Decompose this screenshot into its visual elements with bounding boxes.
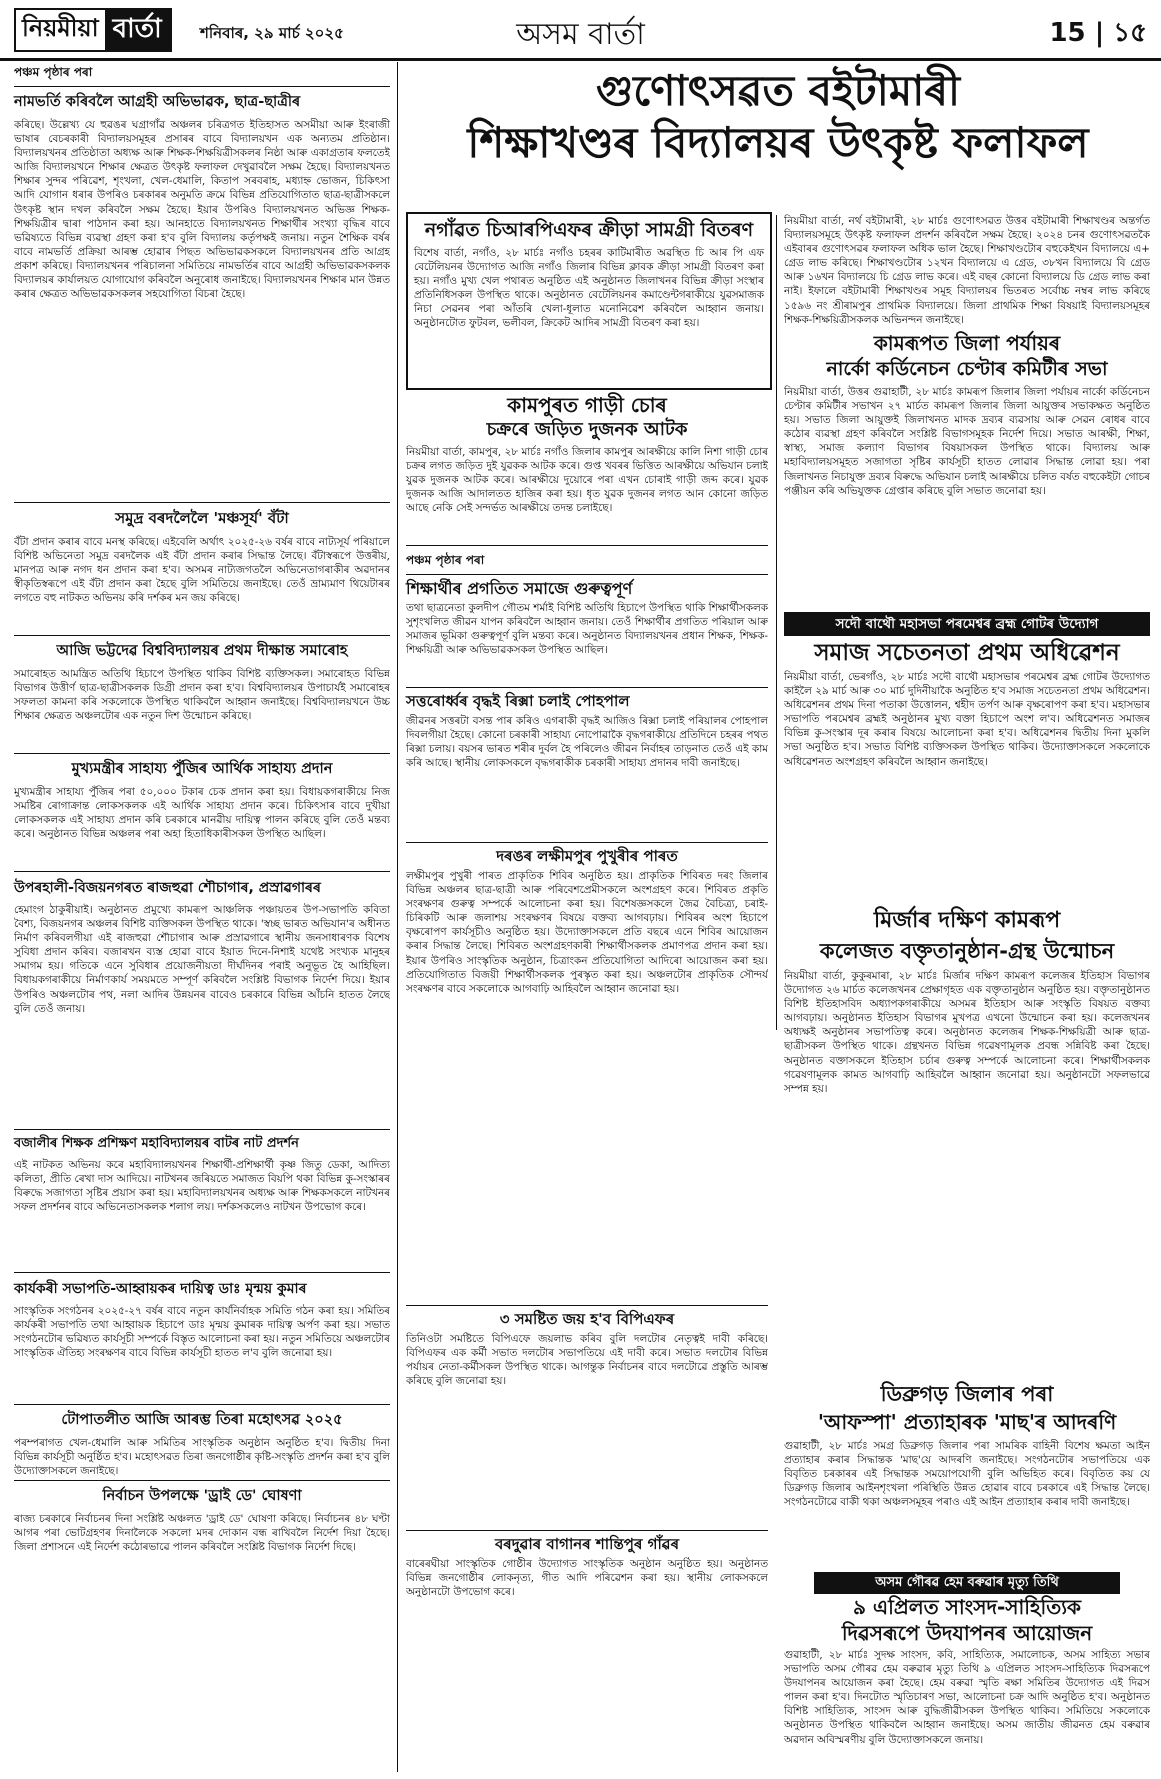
section-title: অসম বাৰ্তা bbox=[516, 17, 645, 52]
article-body: নিয়মীয়া বাৰ্তা, উত্তৰ গুৱাহাটী, ২৮ মাৰ্চঃ কামৰূপ জিলাৰ জিলা পৰ্যায়ৰ নাৰ্কো কৰ্ডিনেচন চেণ্টাৰ কমিটীৰ সভাখন ২৭ মাৰ্চত কামৰূপ জিলাৰ জিলা আয়ুক্তৰ সভাকক্ষত অনুষ্ঠিত হয়। সভাত জিলা আয়ুক্তই জিলাখনত মাদক দ্ৰব্যৰ ব্যৱসায় আৰু সেৱন ৰোধৰ বাবে কঠোৰ ব্যৱস্থা গ্ৰহণ কৰিবলৈ সংশ্লিষ্ট বিভাগসমূহক নিৰ্দেশ দিয়ে। সভাত আৰক্ষী, শিক্ষা, স্বাস্থ্য, সমাজ কল্যাণ বিভাগৰ বিষয়াসকল উপস্থিত থাকে। বিদ্যালয় আৰু মহাবিদ্যালয়সমূহত সজাগতা সৃষ্টিৰ কাৰ্যসূচী হাতত লোৱাৰ সিদ্ধান্ত লোৱা হয়। পৰা জিলাখনত নিচাযুক্ত দ্ৰব্যৰ বিৰুদ্ধে অভিযান চলাই আৰক্ষীয়ে চলিত বৰ্ষত বহুকেইটা গোচৰ পঞ্জীয়ন কৰি অভিযুক্তক গ্ৰেপ্তাৰ কৰিছে বুলি সভাত জনোৱা হয়। bbox=[784, 386, 1150, 497]
article-headline-line2: দিৱসৰূপে উদযাপনৰ আয়োজন bbox=[841, 1621, 1093, 1645]
article-body: বিশেষ বাৰ্তা, নগাঁও, ২৮ মাৰ্চঃ নগাঁও চহৰৰ কাটিমাৰীত অৱস্থিত চি আৰ পি এফ বেটেলিয়নৰ উদ্যোগত আজি নগাঁও জিলাৰ বিভিন্ন ক্লাবক ক্ৰীড়া সামগ্ৰী বিতৰণ কৰা হয়। নগাঁও মুখ্য খেল পথাৰত অনুষ্ঠিত এই অনুষ্ঠানত জিলাখনৰ বিভিন্ন ক্ৰীড়া সংস্থাৰ প্ৰতিনিধিসকল উপস্থিত থাকে। অনুষ্ঠানত বেটেলিয়নৰ কমাণ্ডেন্টগৰাকীয়ে যুৱসমাজক নিচা সেৱনৰ পৰা আঁতৰি খেলা-ধূলাত মনোনিৱেশ কৰিবলৈ আহ্বান জনায়। অনুষ্ঠানটোত ফুটবল, ভলীবল, ক্ৰিকেট আদিৰ সামগ্ৰী বিতৰণ কৰা হয়। bbox=[414, 247, 764, 330]
lead-headline-line2: শিক্ষাখণ্ডৰ বিদ্যালয়ৰ উৎকৃষ্ট ফলাফল bbox=[467, 118, 1089, 167]
article-body: সাংস্কৃতিক সংগঠনৰ ২০২৫-২৭ বৰ্ষৰ বাবে নতুন কাৰ্যনিৰ্বাহক সমিতি গঠন কৰা হয়। সমিতিৰ কাৰ্যকৰী সভাপতি তথা আহ্বায়ক হিচাপে ডাঃ মৃন্ময় কুমাৰক দায়িত্ব অৰ্পণ কৰা হয়। সভাত সংগঠনটোৰ ভৱিষ্যত কাৰ্যসূচী সম্পৰ্কে বিস্তৃত আলোচনা কৰা হয়। নতুন সমিতিয়ে অঞ্চলটোৰ সাংস্কৃতিক ঐতিহ্য সংৰক্ষণৰ বাবে বিভিন্ন কাৰ্যসূচী হাতত ল'ব বুলি জনোৱা হয়। bbox=[14, 1305, 390, 1360]
article-headline: আজি ভট্টদেৱ বিশ্ববিদ্যালয়ৰ প্ৰথম দীক্ষান্ত সমাৰোহ bbox=[56, 643, 348, 659]
article-headline-line2: নাৰ্কো কৰ্ডিনেচন চেণ্টাৰ কমিটীৰ সভা bbox=[826, 358, 1108, 380]
article-body: এই নাটকত অভিনয় কৰে মহাবিদ্যালয়খনৰ শিক্ষাৰ্থী-প্ৰশিক্ষাৰ্থী কৃষ্ণ জিতু ডেকা, আদিত্য কলিতা, প্ৰীতি ৰেখা দাস আদিয়ে। নাটখনৰ জৰিয়তে সমাজত বিয়পি থকা বিভিন্ন কু-সংস্কাৰৰ বিৰুদ্ধে সজাগতা সৃষ্টিৰ প্ৰয়াস কৰা হয়। মহাবিদ্যালয়খনৰ অধ্যক্ষ আৰু শিক্ষকসকলে নাটখনৰ সফল প্ৰদৰ্শনৰ বাবে অভিনেতাসকলক শলাগ লয়। দৰ্শকসকলেও নাটখন উপভোগ কৰে। bbox=[14, 1159, 390, 1214]
article-body: জীৱনৰ সত্তৰটা বসন্ত পাৰ কৰিও এগৰাকী বৃদ্ধই আজিও ৰিক্সা চলাই পৰিয়ালৰ পোহপাল দিবলগীয়া হৈছে। কোনো চৰকাৰী সাহায্য নোপোৱাকৈ বৃদ্ধগৰাকীয়ে প্ৰতিদিনে চহৰৰ পথত ৰিক্সা চলায়। বয়সৰ ভাৰত শৰীৰ দুৰ্বল হৈ পৰিলেও জীৱন নিৰ্বাহৰ তাড়নাত তেওঁ এই কাম কৰি আছে। স্থানীয় লোকসকলে বৃদ্ধগৰাকীক চৰকাৰী সাহায্য প্ৰদানৰ দাবী জনাইছে। bbox=[406, 715, 768, 770]
article-headline-line2: 'আফস্পা' প্ৰত্যাহাৰক 'মাছ'ৰ আদৰণি bbox=[817, 1410, 1117, 1434]
article-headline: শিক্ষাৰ্থীৰ প্ৰগতিত সমাজে গুৰুত্বপূৰ্ণ bbox=[406, 579, 633, 598]
article-headline: নিৰ্বাচন উপলক্ষে 'ড্ৰাই ডে' ঘোষণা bbox=[102, 1488, 302, 1504]
article-body: মুখ্যমন্ত্ৰীৰ সাহায্য পুঁজিৰ পৰা ৫০,০০০ টকাৰ চেক প্ৰদান কৰা হয়। বিধায়কগৰাকীয়ে নিজ সমষ্টিৰ ৰোগাক্ৰান্ত লোকসকলক এই আৰ্থিক সাহায্য প্ৰদান কৰে। চিকিৎসাৰ বাবে দুখীয়া লোকসকলক এই সাহায্য প্ৰদান কৰি চৰকাৰে মানৱীয় দায়িত্ব পালন কৰিছে বুলি তেওঁ মন্তব্য কৰে। অনুষ্ঠানত বিভিন্ন অঞ্চলৰ পৰা অহা হিতাধিকাৰীসকল উপস্থিত আছিল। bbox=[14, 786, 390, 841]
article-body: গুৱাহাটী, ২৮ মাৰ্চঃ সমগ্ৰ ডিব্ৰুগড় জিলাৰ পৰা সামৰিক বাহিনী বিশেষ ক্ষমতা আইন প্ৰত্যাহাৰ কৰাৰ সিদ্ধান্তক 'মাছ'য়ে আদৰণি জনাইছে। সংগঠনটোৰ সভাপতিয়ে এক বিবৃতিত চৰকাৰৰ এই সিদ্ধান্তক সময়োপযোগী বুলি অভিহিত কৰে। বিবৃতিত কয় যে ডিব্ৰুগড় জিলাৰ আইনশৃংখলা পৰিস্থিতি উন্নত হোৱাৰ বাবে চৰকাৰে এই সিদ্ধান্ত লৈছে। সংগঠনটোৱে বাকী থকা অঞ্চলসমূহৰ পৰাও এই আইন প্ৰত্যাহাৰ কৰাৰ দাবী জনাইছে। bbox=[784, 1440, 1150, 1509]
article-headline: বৰদুৱাৰ বাগানৰ শান্তিপুৰ গাঁৱৰ bbox=[494, 1535, 680, 1553]
article-headline: নামভৰ্তি কৰিবলৈ আগ্ৰহী অভিভাৱক, ছাত্ৰ-ছাত্ৰীৰ bbox=[14, 94, 301, 110]
article-headline: বজালীৰ শিক্ষক প্ৰশিক্ষণ মহাবিদ্যালয়ৰ বাটৰ নাট প্ৰদৰ্শন bbox=[14, 1136, 299, 1151]
lead-headline-line1: গুণোৎসৱত বইটামাৰী bbox=[595, 66, 961, 115]
article-body: গুৱাহাটী, ২৮ মাৰ্চঃ সুদক্ষ সাংসদ, কবি, সাহিত্যিক, সমালোচক, অসম সাহিত্য সভাৰ সভাপতি অসম গৌৰৱ হেম বৰুৱাৰ মৃত্যু তিথি ৯ এপ্ৰিলত সাংসদ-সাহিত্যিক দিৱসৰূপে উদযাপনৰ আয়োজন কৰা হৈছে। হেম বৰুৱা স্মৃতি ৰক্ষা সমিতিৰ উদ্যোগত এই দিৱস পালন কৰা হ'ব। দিনটোত স্মৃতিচাৰণ সভা, আলোচনা চক্ৰ আদি অনুষ্ঠিত হ'ব। অনুষ্ঠানত বিশিষ্ট সাহিত্যিক, সাংসদ আৰু বুদ্ধিজীৱীসকল উপস্থিত থাকিব। সমিতিয়ে সকলোকে অনুষ্ঠানত উপস্থিত থাকিবলৈ আহ্বান জনাইছে। অসম জাতীয় জীৱনত হেম বৰুৱাৰ অৱদান অবিস্মৰণীয় বুলি উদ্যোক্তাসকলে জনায়। bbox=[784, 1649, 1150, 1746]
article-headline: দৰঙৰ লক্ষীমপুৰ পুখুৰীৰ পাৰত bbox=[496, 847, 678, 865]
continued-tag: পঞ্চম পৃষ্ঠাৰ পৰা bbox=[14, 64, 390, 87]
hem-barua-article bbox=[784, 1572, 1150, 1762]
afspa-article bbox=[784, 1380, 1150, 1539]
continued-tag: পঞ্চম পৃষ্ঠাৰ পৰা bbox=[406, 552, 768, 575]
article-body: নিয়মীয়া বাৰ্তা, নৰ্থ বইটামাৰী, ২৮ মাৰ্চঃ গুণোৎসৱত উত্তৰ বইটামাৰী শিক্ষাখণ্ডৰ অন্তৰ্গত বিদ্যালয়সমূহে উৎকৃষ্ট ফলাফল প্ৰদৰ্শন কৰিবলৈ সক্ষম হৈছে। ২০২৪ চনৰ গুণোৎসৱতকৈ এইবাৰৰ গুণোৎসৱৰ ফলাফল অধিক ভাল হৈছে। শিক্ষাখণ্ডটোৰ বহুকেইখন বিদ্যালয়ে এ+ গ্ৰেড লাভ কৰিছে। শিক্ষাখণ্ডটোৰ ১২খন বিদ্যালয়ে এ গ্ৰেড, ৩৮খন বিদ্যালয়ে বি গ্ৰেড আৰু ১৬খন বিদ্যালয়ে চি গ্ৰেড লাভ কৰে। এই বছৰ কোনো বিদ্যালয়ে ডি গ্ৰেড লাভ কৰা নাই। ইফালে বইটামাৰী শিক্ষাখণ্ডৰ সমূহ বিদ্যালয়ৰ ভিতৰত সৰ্বোচ্চ নম্বৰ লাভ কৰিছে ১৫৯৬ নং শ্ৰীৰামপুৰ প্ৰাথমিক বিদ্যালয়ে। জিলা প্ৰাথমিক শিক্ষা বিষয়াই বিদ্যালয়সমূহৰ শিক্ষক-শিক্ষয়িত্ৰীসকলক অভিনন্দন জনাইছে। bbox=[784, 215, 1150, 326]
article-banner: সদৌ বাথৌ মহাসভা পৰমেশ্বৰ ব্ৰহ্ম গোটৰ উদ্যোগ bbox=[784, 612, 1150, 636]
page-number: 15 | ১৫ bbox=[1049, 18, 1147, 48]
article-body: তিনিওটা সমষ্টিতে বিপিএফে জয়লাভ কৰিব বুলি দলটোৰ নেতৃত্বই দাবী কৰিছে। বিপিএফৰ এক কৰ্মী সভাত দলটোৰ সভাপতিয়ে এই দাবী কৰে। সভাত দলটোৰ বিভিন্ন পৰ্যায়ৰ নেতা-কৰ্মীসকল উপস্থিত থাকে। আগন্তুক নিৰ্বাচনৰ বাবে দলটোৱে প্ৰস্তুতি আৰম্ভ কৰিছে বুলি জনোৱা হয়। bbox=[406, 1333, 768, 1388]
article-headline-line1: মিৰ্জাৰ দক্ষিণ কামৰূপ bbox=[873, 908, 1061, 933]
article-body: নিয়মীয়া বাৰ্তা, কুকুৰমাৰা, ২৮ মাৰ্চঃ মিৰ্জাৰ দক্ষিণ কামৰূপ কলেজৰ ইতিহাস বিভাগৰ উদ্যোগত ২৬ মাৰ্চত কলেজখনৰ প্ৰেক্ষাগৃহত এক বক্তৃতানুষ্ঠান অনুষ্ঠিত হয়। বক্তৃতানুষ্ঠানত বিশিষ্ট ইতিহাসবিদ অধ্যাপকগৰাকীয়ে অসমৰ ইতিহাস আৰু সংস্কৃতি বিষয়ত বক্তব্য আগবঢ়ায়। অনুষ্ঠানত ইতিহাস বিভাগৰ মুখপত্ৰ এখনো উন্মোচন কৰা হয়। কলেজখনৰ অধ্যক্ষই অনুষ্ঠানৰ সভাপতিত্ব কৰে। অনুষ্ঠানত কলেজৰ শিক্ষক-শিক্ষয়িত্ৰী আৰু ছাত্ৰ-ছাত্ৰীসকল উপস্থিত থাকে। গ্ৰন্থখনত বিভিন্ন গৱেষণামূলক প্ৰবন্ধ সন্নিবিষ্ট কৰা হৈছে। অনুষ্ঠানত বক্তাসকলে ইতিহাস চৰ্চাৰ গুৰুত্ব সম্পৰ্কে আলোচনা কৰে। শিক্ষাৰ্থীসকলক গৱেষণামূলক কামত আগবাঢ়ি আহিবলৈ আহ্বান জনোৱা হয়। অনুষ্ঠানটো সফলভাৱে সম্পন্ন হয়। bbox=[784, 970, 1150, 1095]
article-body: তথা ছাত্ৰনেতা কুলদীপ গৌতম শৰ্মাই বিশিষ্ট অতিথি হিচাপে উপস্থিত থাকি শিক্ষাৰ্থীসকলক সুশৃংখলিত জীৱন যাপন কৰিবলৈ আহ্বান জনায়। তেওঁ শিক্ষাৰ্থীৰ প্ৰগতিত পৰিয়াল আৰু সমাজৰ ভূমিকা গুৰুত্বপূৰ্ণ বুলি মন্তব্য কৰে। অনুষ্ঠানত বিদ্যালয়খনৰ প্ৰধান শিক্ষক, শিক্ষক-শিক্ষয়িত্ৰী আৰু অভিভাৱকসকল উপস্থিত আছিল। bbox=[406, 602, 768, 657]
article-body: নিয়মীয়া বাৰ্তা, কামপুৰ, ২৮ মাৰ্চঃ নগাঁও জিলাৰ কামপুৰ আৰক্ষীয়ে কালি নিশা গাড়ী চোৰ চক্ৰৰ লগত জড়িত দুই যুৱকক আটক কৰে। গুপ্ত খবৰৰ ভিত্তিত আৰক্ষীয়ে অভিযান চলাই যুৱক দুজনক আটক কৰে। আৰক্ষীয়ে দুয়োৰে পৰা এখন চোৰাই গাড়ী জব্দ কৰে। যুৱক দুজনক আজি আদালতত হাজিৰ কৰা হয়। ধৃত যুৱক দুজনৰ লগত আন কোনো জড়িত আছে নেকি সেই সন্দৰ্ভত আৰক্ষীয়ে তদন্ত চলাইছে। bbox=[406, 446, 768, 515]
narco-article bbox=[784, 330, 1150, 595]
dateline: শনিবাৰ, ২৯ মাৰ্চ ২০২৫ bbox=[200, 24, 344, 42]
article-headline: মুখ্যমন্ত্ৰীৰ সাহায্য পুঁজিৰ আৰ্থিক সাহায্য প্ৰদান bbox=[71, 761, 333, 777]
logo-part-a: নিয়মীয়া bbox=[22, 14, 99, 42]
mirza-college-article bbox=[784, 906, 1150, 1363]
logo-part-b: বাৰ্তা bbox=[105, 10, 170, 50]
education-article bbox=[406, 552, 768, 1629]
article-body: লক্ষীমপুৰ পুখুৰী পাৰত প্ৰাকৃতিক শিবিৰ অনুষ্ঠিত হয়। প্ৰাকৃতিক শিবিৰত দৰং জিলাৰ বিভিন্ন অঞ্চলৰ ছাত্ৰ-ছাত্ৰী আৰু পৰিবেশপ্ৰেমীসকলে অংশগ্ৰহণ কৰে। শিবিৰত প্ৰকৃতি সংৰক্ষণৰ গুৰুত্ব সম্পৰ্কে আলোচনা কৰা হয়। বিশেষজ্ঞসকলে জৈৱ বৈচিত্ৰ্য, চৰাই-চিৰিকটি আৰু জলাশয় সংৰক্ষণৰ বিষয়ে বক্তব্য আগবঢ়ায়। শিবিৰৰ অংশ হিচাপে বৃক্ষৰোপণ কাৰ্যসূচীও অনুষ্ঠিত হয়। উদ্যোক্তাসকলে প্ৰতি বছৰে এনে শিবিৰ আয়োজন কৰাৰ সিদ্ধান্ত লৈছে। শিবিৰত অংশগ্ৰহণকাৰী শিক্ষাৰ্থীসকলক প্ৰমাণপত্ৰ প্ৰদান কৰা হয়। ইয়াৰ উপৰিও সাংস্কৃতিক অনুষ্ঠান, চিত্ৰাংকন প্ৰতিযোগিতা আদিৰো আয়োজন কৰা হয়। প্ৰতিযোগিতাত বিজয়ী শিক্ষাৰ্থীসকলক পুৰস্কৃত কৰা হয়। অঞ্চলটোৰ প্ৰাকৃতিক সৌন্দৰ্য সংৰক্ষণৰ বাবে সকলোকে আগবাঢ়ি আহিবলৈ আহ্বান জনোৱা হয়। bbox=[406, 870, 768, 995]
article-body: হেমাংগ ঠাকুৰীয়াই। অনুষ্ঠানত প্ৰমুখ্যে কামৰূপ আঞ্চলিক পঞ্চায়তৰ উপ-সভাপতি কবিতা বৈশ্য, বিজয়নগৰ অঞ্চলৰ বিশিষ্ট ব্যক্তিসকল উপস্থিত থাকে। 'স্বচ্ছ ভাৰত অভিযান'ৰ অধীনত নিৰ্মাণ কৰিবলগীয়া এই ৰাজহুৱা শৌচাগাৰ আৰু প্ৰস্ৰাৱগাৰে স্থানীয় জনসাধাৰণক বিশেষ সুবিধা প্ৰদান কৰিব। বজাৰখন ব্যস্ত হোৱা বাবে ইয়াত দিনে-নিশাই যথেষ্ট সংখ্যক মানুহৰ সমাগম হয়। গতিকে এনে সুবিধাৰ প্ৰয়োজনীয়তা দীৰ্ঘদিনৰ পৰাই অনুভূত হৈ আহিছিল। বিধায়কগৰাকীয়ে নিৰ্মাণকাৰ্য সময়মতে সম্পূৰ্ণ কৰিবলৈ সংশ্লিষ্ট বিভাগক নিৰ্দেশ দিয়ে। ইয়াৰ উপৰিও অঞ্চলটোৰ পথ, নলা আদিৰ উন্নয়নৰ বাবেও চৰকাৰে বিভিন্ন আঁচনি হাতত লৈছে বুলি তেওঁ জনায়। bbox=[14, 904, 390, 1015]
article-body: ৰাজ্য চৰকাৰে নিৰ্বাচনৰ দিনা সংশ্লিষ্ট অঞ্চলত 'ড্ৰাই ডে' ঘোষণা কৰিছে। নিৰ্বাচনৰ ৪৮ ঘণ্টা আগৰ পৰা ভোটগ্ৰহণৰ দিনালৈকে সকলো মদৰ দোকান বন্ধ ৰাখিবলৈ নিৰ্দেশ দিয়া হৈছে। জিলা প্ৰশাসনে এই নিৰ্দেশ কঠোৰভাৱে পালন কৰিবলৈ সংশ্লিষ্ট বিভাগক নিৰ্দেশ দিছে। bbox=[14, 1513, 390, 1554]
article-headline: কাৰ্যকৰী সভাপতি-আহ্বায়কৰ দায়িত্ব ডাঃ মৃন্ময় কুমাৰ bbox=[14, 1281, 307, 1297]
column-divider bbox=[776, 215, 777, 1030]
article-body: পৰম্পৰাগত খেল-ধেমালি আৰু সমিতিৰ সাংস্কৃতিক অনুষ্ঠান অনুষ্ঠিত হ'ব। দ্বিতীয় দিনা বিভিন্ন কাৰ্যসূচী অনুৰ্ষ্ঠিত হ'ব। মহোৎসৱত তিৰা জনগোষ্ঠীৰ কৃষ্টি-সংস্কৃতি প্ৰদৰ্শন কৰা হ'ব বুলি উদ্যোক্তাসকলে জনাইছে। bbox=[14, 1437, 390, 1478]
article-body: নিয়মীয়া বাৰ্তা, ভেৰগাঁও, ২৮ মাৰ্চঃ সদৌ বাথৌ মহাসভাৰ পৰমেশ্বৰ ব্ৰহ্ম গোটৰ উদ্যোগত কাইলৈ ২৯ মাৰ্চ আৰু ৩০ মাৰ্চ দুদিনীয়াকৈ অনুষ্ঠিত হ'ব সমাজ সচেতনতা প্ৰথম অধিৱেশন। অধিৱেশনৰ প্ৰথম দিনা পতাকা উত্তোলন, শ্বহীদ তৰ্পণ আৰু বৃক্ষৰোপণ কৰা হ'ব। মহাসভাৰ সভাপতি পৰমেশ্বৰ ব্ৰহ্মই অনুষ্ঠানৰ মুখ্য বক্তা হিচাপে অংশ ল'ব। অধিৱেশনত সমাজৰ বিভিন্ন কু-সংস্কাৰ দূৰ কৰাৰ বিষয়ে আলোচনা কৰা হ'ব। অধিৱেশনৰ দ্বিতীয় দিনা মুকলি সভা অনুষ্ঠিত হ'ব। সভাত বিশিষ্ট ব্যক্তিসকল উপস্থিত থাকিব। উদ্যোক্তাসকলে সকলোকে অধিৱেশনত অংশগ্ৰহণ কৰিবলৈ আহ্বান জনাইছে। bbox=[784, 671, 1150, 768]
column-divider bbox=[397, 62, 398, 1772]
article-headline-line1: কামৰূপত জিলা পৰ্যায়ৰ bbox=[873, 331, 1061, 355]
article-headline-line2: কলেজত বক্তৃতানুষ্ঠান-গ্ৰন্থ উন্মোচন bbox=[819, 939, 1115, 963]
article-subheadline: চক্ৰৰে জড়িত দুজনক আটক bbox=[486, 419, 688, 440]
masthead bbox=[0, 0, 1161, 61]
article-headline: সমুদ্ৰ বৰদলৈলৈ 'মঞ্চসূৰ্য' বঁটা bbox=[115, 509, 289, 527]
article-body: বাৰেৰঘীয়া সাংস্কৃতিক গোষ্ঠীৰ উদ্যোগত সাংস্কৃতিক অনুষ্ঠান অনুষ্ঠিত হয়। অনুষ্ঠানত বিভিন্ন জনগোষ্ঠীৰ লোকনৃত্য, গীত আদি পৰিৱেশন কৰা হয়। স্থানীয় লোকসকলে অনুষ্ঠানটো উপভোগ কৰে। bbox=[406, 1558, 768, 1599]
bathou-article bbox=[784, 612, 1150, 896]
lead-article-body bbox=[784, 214, 1150, 326]
article-body: কৰিছে। উল্লেখ্য যে হুৱঙৰ ঘগ্ৰাগাঁৱ অঞ্চলৰ চৰিত্ৰগত ইতিহাসত অসমীয়া আৰু ইংৰাজী ভাষাৰ বেচৰকাৰী বিদ্যালয়সমূহৰ প্ৰসাৰৰ বাবে বিদ্যালয়খন এক অন্যতম প্ৰতিষ্ঠান। বিদ্যালয়খনৰ প্ৰতিষ্ঠাতা অধ্যক্ষ আৰু শিক্ষক-শিক্ষয়িত্ৰীসকলৰ নিষ্ঠা আৰু একাগ্ৰতাৰ ফলতেই আজি বিদ্যালয়খনে শিক্ষাৰ ক্ষেত্ৰত উৎকৃষ্ট ফলাফল দেখুৱাবলৈ সক্ষম হৈছে। বিদ্যালয়খনত শিক্ষাৰ সুন্দৰ পৰিৱেশ, শৃংখলা, খেল-ধেমালি, কিতাপ সৰবৰাহ, মধ্যাহ্ন ভোজন, চিকিৎসা আদি যোগান ধৰাৰ উপৰিও চৰকাৰৰ অনুমতি ক্ৰমে বিভিন্ন প্ৰতিযোগিতাত ছাত্ৰ-ছাত্ৰীসকলে উৎকৃষ্ট স্থান দখল কৰিবলৈ সক্ষম হৈছে। ইয়াৰ উপৰিও বিদ্যালয়খনত অভিজ্ঞ শিক্ষক-শিক্ষয়িত্ৰীৰ দ্বাৰা পাঠদান কৰা হয়। আনহাতে বিদ্যালয়খনত শিক্ষাৰ্থীৰ সংখ্যা বৃদ্ধিৰ বাবে ভৱিষ্যতে বিভিন্ন ব্যৱস্থা গ্ৰহণ কৰা হ'ব বুলি বিদ্যালয় কৰ্তৃপক্ষই জনায়। নতুন শৈক্ষিক বৰ্ষৰ বাবে নামভৰ্তি প্ৰক্ৰিয়া আৰম্ভ হোৱাৰ পিছত অভিভাৱকসকলে বিদ্যালয়খনৰ প্ৰতি আগ্ৰহ প্ৰকাশ কৰিছে। বিদ্যালয়খনৰ পৰিচালনা সমিতিয়ে নামভৰ্তিৰ বাবে আগ্ৰহী অভিভাৱকসকলক বিদ্যালয়ৰ কাৰ্যালয়ত যোগাযোগ কৰিবলৈ অনুৰোধ জনাইছে। বিদ্যালয়খনৰ শিক্ষাৰ মান উন্নত কৰাৰ ক্ষেত্ৰত অভিভাৱকসকলৰ সহযোগিতা বিচৰা হৈছে। bbox=[14, 119, 390, 301]
article-headline: টোপাতলীত আজি আৰম্ভ তিৰা মহোৎসৱ ২০২৫ bbox=[61, 1412, 343, 1428]
lead-headline-block bbox=[406, 66, 1150, 170]
article-headline: কামপুৰত গাড়ী চোৰ bbox=[507, 393, 667, 417]
article-headline: সমাজ সচেতনতা প্ৰথম অধিৱেশন bbox=[814, 640, 1120, 666]
article-banner: অসম গৌৰৱ হেম বৰুৱাৰ মৃত্যু তিথি bbox=[814, 1572, 1120, 1594]
article-body: সমাৰোহত আমন্ত্ৰিত অতিথি হিচাপে উপস্থিত থাকিব বিশিষ্ট ব্যক্তিসকল। সমাৰোহত বিভিন্ন বিভাগৰ উত্তীৰ্ণ ছাত্ৰ-ছাত্ৰীসকলক ডিগ্ৰী প্ৰদান কৰা হ'ব। বিশ্ববিদ্যালয়ৰ উপাচাৰ্যই সমাৰোহৰ সফলতা কামনা কৰি সকলোকে উপস্থিত থাকিবলৈ আহ্বান জনাইছে। বিশ্ববিদ্যালয়খনে উচ্চ শিক্ষাৰ ক্ষেত্ৰত অঞ্চলটোৰ এক নতুন দিশ উন্মোচন কৰিছে। bbox=[14, 668, 390, 723]
article-headline: ৩ সমষ্টিত জয় হ'ব বিপিএফৰ bbox=[499, 1310, 675, 1328]
article-headline: নগাঁৱত চিআৰপিএফৰ ক্ৰীড়া সামগ্ৰী বিতৰণ bbox=[424, 219, 754, 241]
article-headline-line1: ৯ এপ্ৰিলত সাংসদ-সাহিত্যিক bbox=[852, 1595, 1082, 1619]
car-thief-article bbox=[406, 392, 768, 546]
article-headline: উপৰহালী-বিজয়নগৰত ৰাজহুৱা শৌচাগাৰ, প্ৰস্ৰাৱগাৰৰ bbox=[14, 880, 321, 896]
article-headline: সত্তৰোৰ্ধ্বৰ বৃদ্ধই ৰিক্সা চলাই পোহপাল bbox=[406, 692, 630, 710]
boxed-article bbox=[406, 212, 772, 390]
article-headline-line1: ডিব্ৰুগড় জিলাৰ পৰা bbox=[880, 1382, 1054, 1406]
left-column bbox=[14, 64, 390, 1570]
article-body: বঁটা প্ৰদান কৰাৰ বাবে মনস্থ কৰিছে। এইবেলি অৰ্থাৎ ২০২৫-২৬ বৰ্ষৰ বাবে নাট্যসূৰ্য পৰিয়ালে বিশিষ্ট অভিনেতা সমুদ্ৰ বৰদলৈক এই বঁটা প্ৰদান কৰাৰ সিদ্ধান্ত লৈছে। বঁটাস্বৰূপে উত্তৰীয়, মানপত্ৰ আৰু নগদ ধন প্ৰদান কৰা হ'ব। অসমৰ নাট্যজগতলৈ অভিনেতাগৰাকীৰ অৱদানৰ স্বীকৃতিস্বৰূপে এই বঁটা প্ৰদান কৰা হৈছে বুলি সমিতিয়ে জনাইছে। তেওঁ ভ্ৰাম্যমাণ থিয়েটাৰৰ লগতে বহু নাটকত অভিনয় কৰি দৰ্শকৰ মন জয় কৰিছে। bbox=[14, 536, 390, 605]
